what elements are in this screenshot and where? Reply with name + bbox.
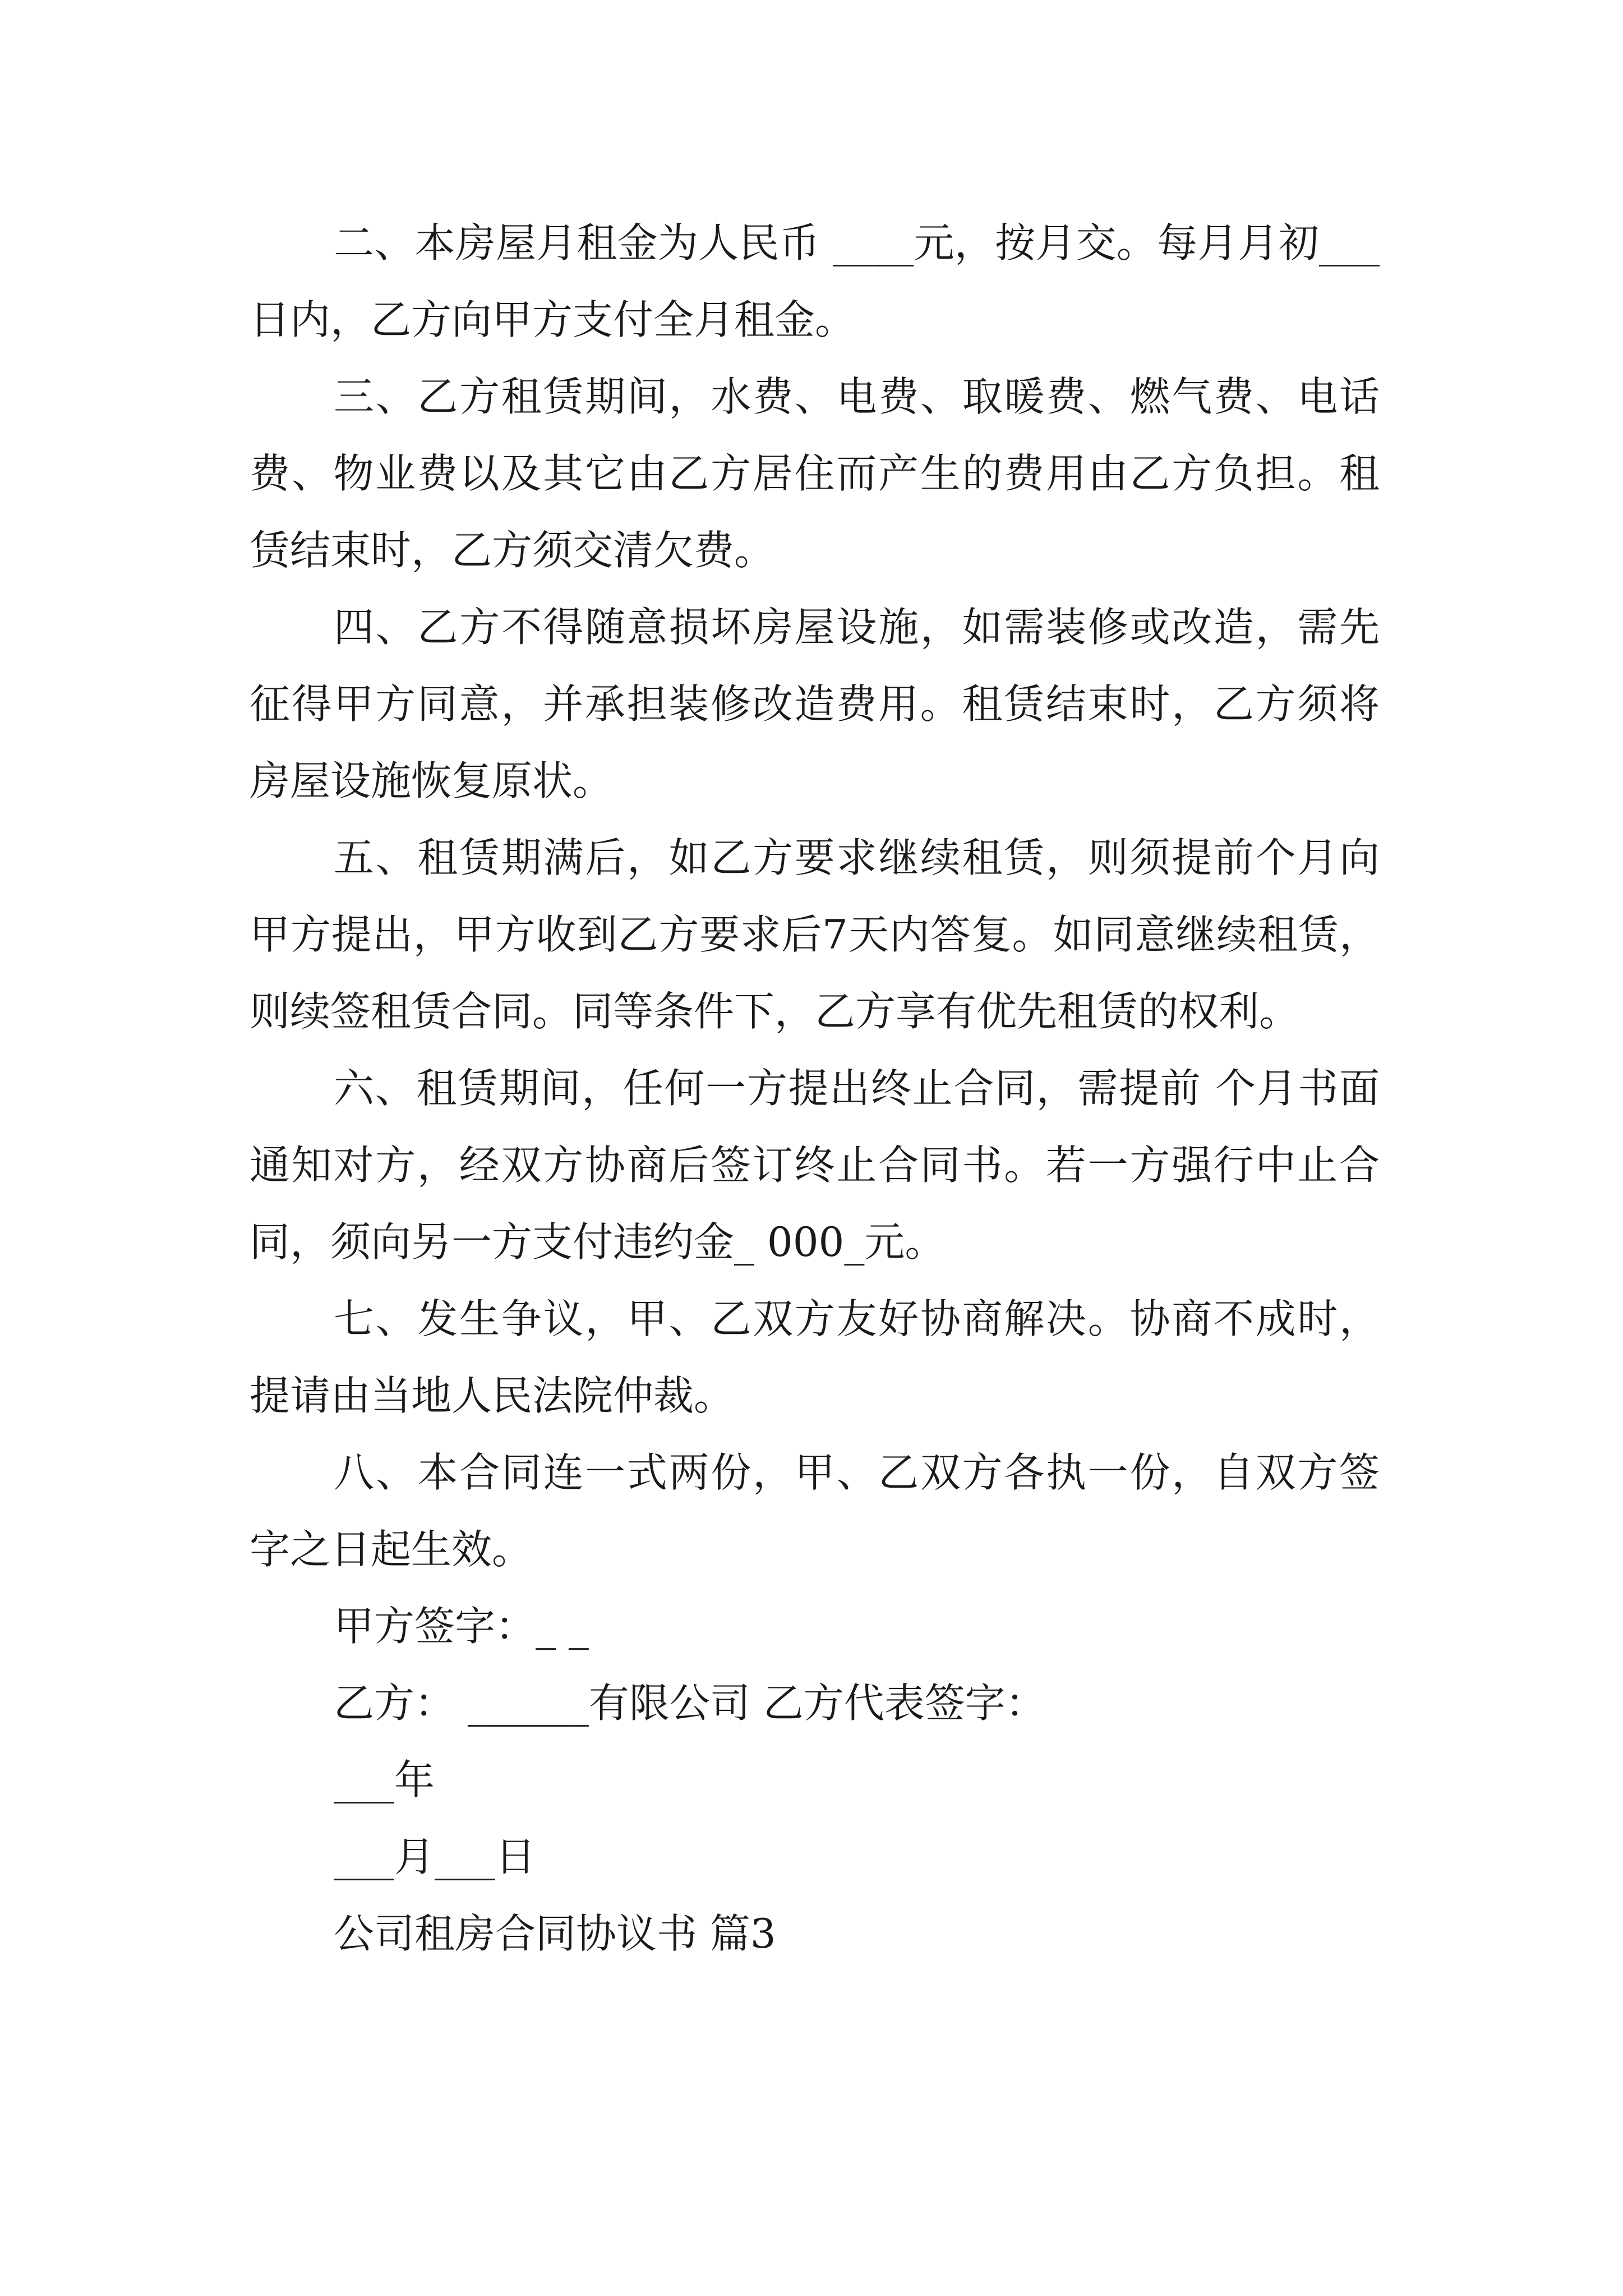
clause-3: 三、乙方租赁期间，水费、电费、取暖费、燃气费、电话费、物业费以及其它由乙方居住而产生的费用由乙方负担。租赁结束时，乙方须交清欠费。 <box>250 373 1380 574</box>
clause-2: 二、本房屋月租金为人民币 ____元，按月交。每月月初___日内，乙方向甲方支付全月租金。 <box>250 219 1380 343</box>
party-b-signature: 乙方： ______有限公司 乙方代表签字： <box>334 1680 1046 1727</box>
clause-8: 八、本合同连一式两份，甲、乙双方各执一份，自双方签字之日起生效。 <box>250 1449 1380 1573</box>
signature-month-day: ___月___日 <box>334 1833 536 1880</box>
clause-6: 六、租赁期间，任何一方提出终止合同，需提前 个月书面通知对方，经双方协商后签订终止合同书。若一方强行中止合同，须向另一方支付违约金_ 000_元。 <box>250 1065 1380 1266</box>
clause-7: 七、发生争议，甲、乙双方友好协商解决。协商不成时，提请由当地人民法院仲裁。 <box>250 1295 1380 1419</box>
contract-body <box>250 205 1380 1972</box>
next-section-title: 公司租房合同协议书 篇3 <box>334 1910 776 1957</box>
clause-4: 四、乙方不得随意损坏房屋设施，如需装修或改造，需先征得甲方同意，并承担装修改造费用。租赁结束时，乙方须将房屋设施恢复原状。 <box>250 604 1380 804</box>
signature-year: ___年 <box>334 1756 435 1803</box>
clause-5: 五、租赁期满后，如乙方要求继续租赁，则须提前个月向甲方提出，甲方收到乙方要求后7天内答复。如同意继续租赁，则续签租赁合同。同等条件下，乙方享有优先租赁的权利。 <box>250 834 1380 1035</box>
party-a-signature: 甲方签字：_ _ <box>334 1603 589 1650</box>
